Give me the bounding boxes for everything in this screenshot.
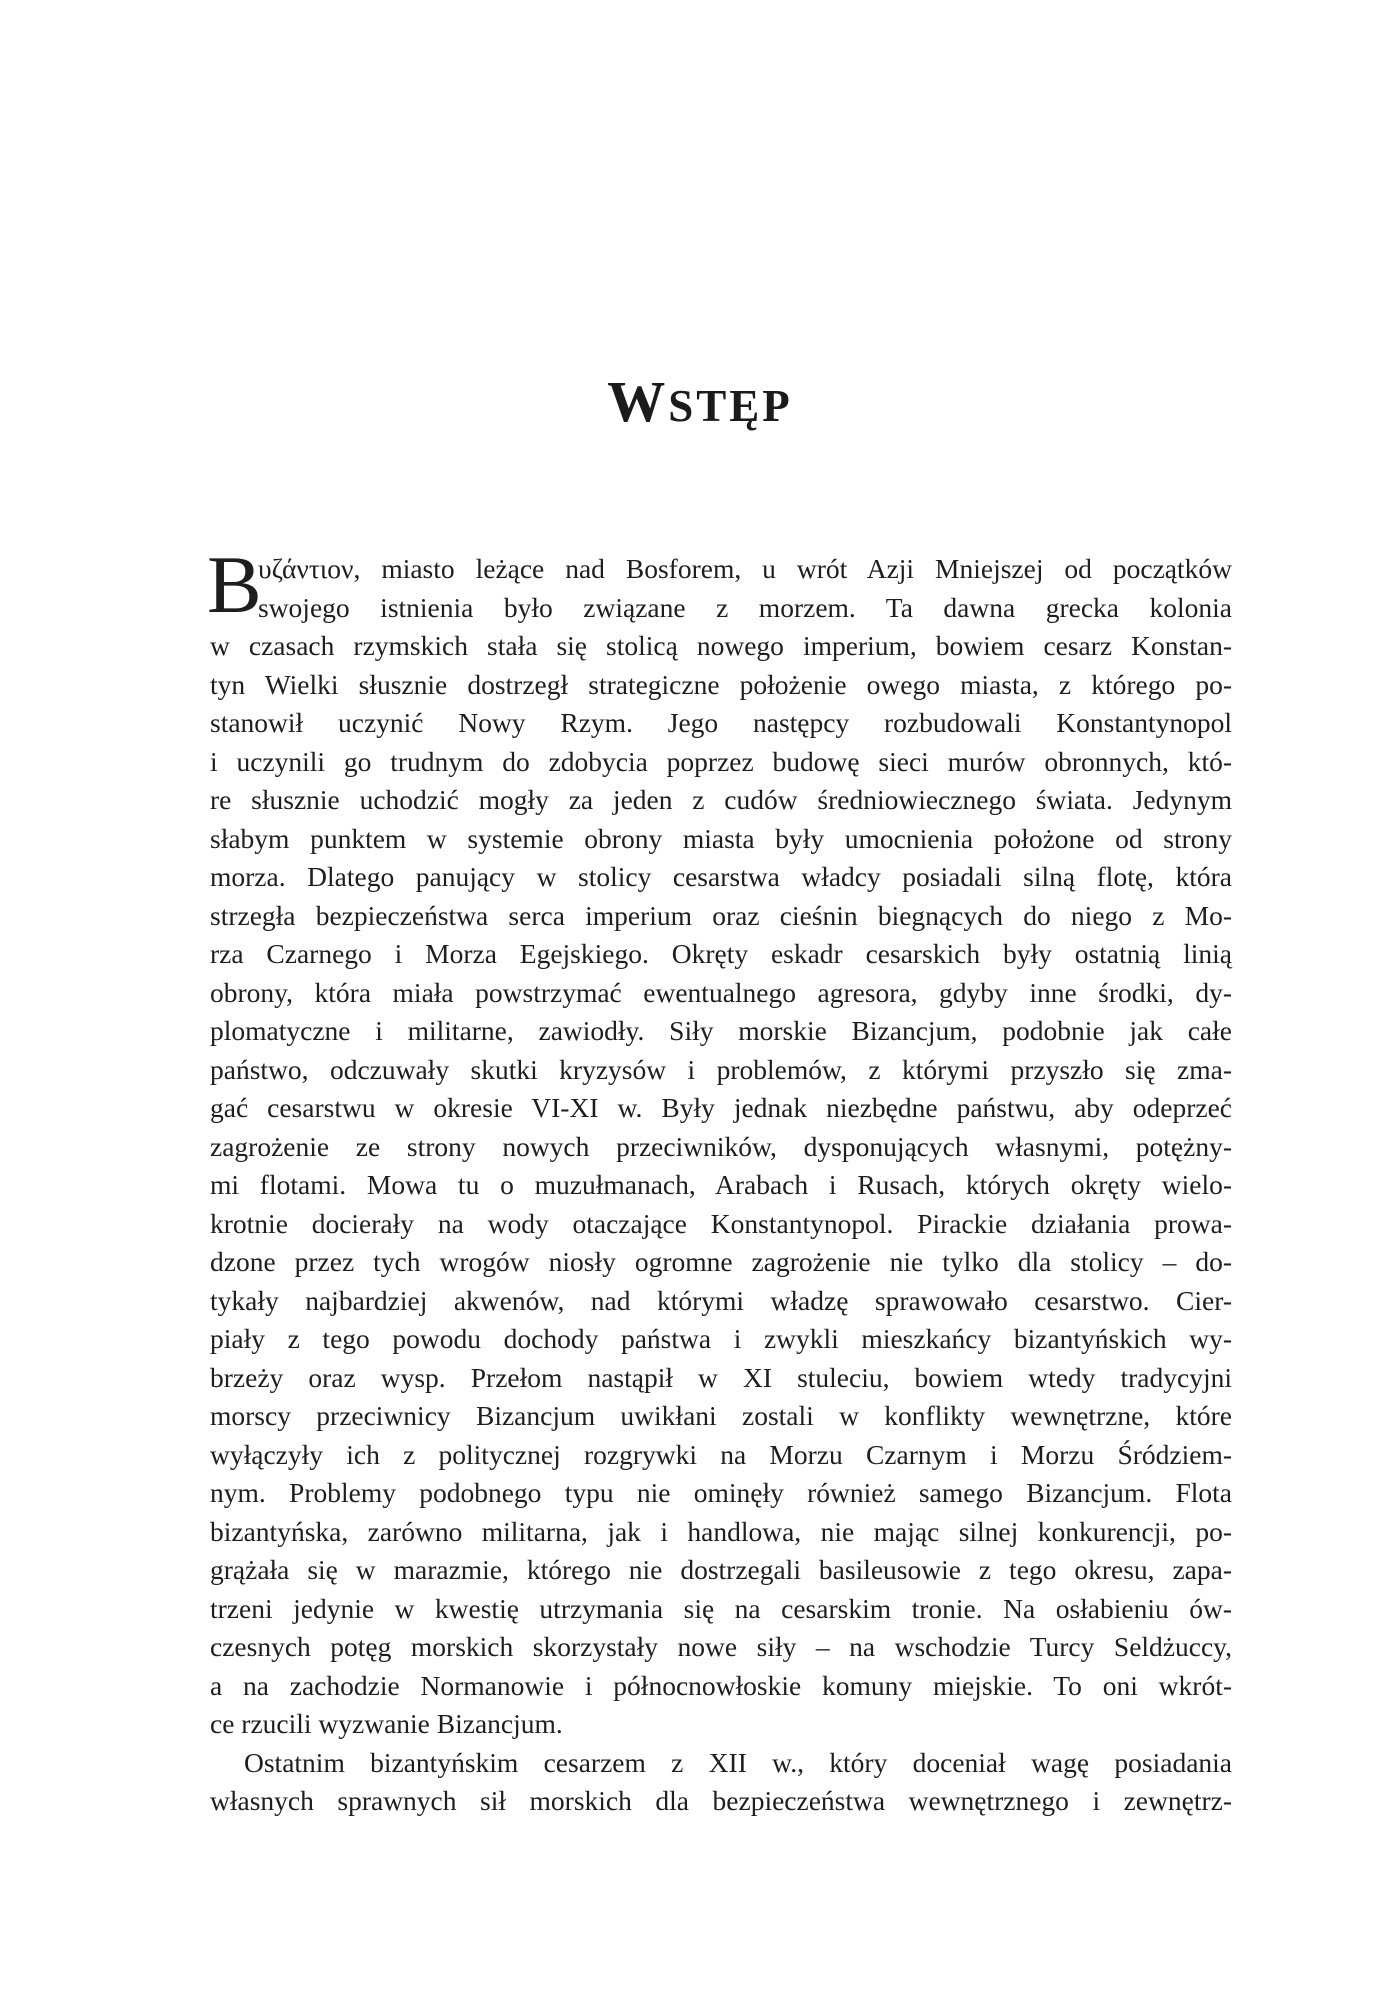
text-line: nym. Problemy podobnego typu nie ominęły również samego Bizancjum. Flota (210, 1477, 1232, 1508)
text-line: a na zachodzie Normanowie i północnowłoskie komuny miejskie. To oni wkrót- (210, 1669, 1232, 1701)
text-line: plomatyczne i militarne, zawiodły. Siły morskie Bizancjum, podobnie jak całe (210, 1015, 1232, 1046)
text-line: wyłączyły ich z politycznej rozgrywki na Morzu Czarnym i Morzu Śródziem- (210, 1438, 1232, 1470)
text-line: państwo, odczuwały skutki kryzysów i problemów, z którymi przyszło się zma- (210, 1053, 1232, 1085)
text-line: morza. Dlatego panujący w stolicy cesarstwa władcy posiadali silną flotę, która (210, 861, 1232, 892)
drop-cap: B (207, 539, 262, 630)
text-line: w czasach rzymskich stała się stolicą nowego imperium, bowiem cesarz Konstan- (210, 630, 1232, 661)
text-line: piały z tego powodu dochody państwa i zwykli mieszkańcy bizantyńskich wy- (210, 1323, 1232, 1354)
text-line: trzeni jedynie w kwestię utrzymania się na cesarskim tronie. Na osłabieniu ów- (210, 1592, 1232, 1624)
text-line: strzegła bezpieczeństwa serca imperium oraz cieśnin biegnących do niego z Mo- (210, 899, 1232, 931)
text-line: własnych sprawnych sił morskich dla bezpieczeństwa wewnętrznego i zewnętrz- (210, 1785, 1232, 1816)
text-line: bizantyńska, zarówno militarna, jak i handlowa, nie mając silnej konkurencji, po- (210, 1515, 1232, 1547)
text-line: υζάντιον, miasto leżące nad Bosforem, u wrót Azji Mniejszej od początków (258, 553, 1232, 584)
text-line: ce rzucili wyzwanie Bizancjum. (210, 1708, 563, 1739)
text-line: czesnych potęg morskich skorzystały nowe siły – na wschodzie Turcy Seldżuccy, (210, 1631, 1232, 1662)
text-line: tykały najbardziej akwenów, nad którymi władzę sprawowało cesarstwo. Cier- (210, 1284, 1232, 1316)
text-line: grążała się w marazmie, którego nie dostrzegali basileusowie z tego okresu, zapa- (210, 1554, 1232, 1585)
chapter-title-rest: STĘP (668, 381, 793, 431)
text-line: gać cesarstwu w okresie VI-XI w. Były jednak niezbędne państwu, aby odeprzeć (210, 1092, 1232, 1123)
text-line: i uczynili go trudnym do zdobycia poprzez budowę sieci murów obronnych, któ- (210, 745, 1232, 777)
text-line: tyn Wielki słusznie dostrzegł strategiczne położenie owego miasta, z którego po- (210, 668, 1232, 700)
text-line: słabym punktem w systemie obrony miasta były umocnienia położone od strony (210, 822, 1232, 854)
chapter-title-initial: W (607, 369, 669, 434)
text-line: zagrożenie ze strony nowych przeciwników, dysponujących własnymi, potężny- (210, 1130, 1232, 1162)
text-line: dzone przez tych wrogów niosły ogromne zagrożenie nie tylko dla stolicy – do- (210, 1246, 1232, 1277)
text-line: mi flotami. Mowa tu o muzułmanach, Arabach i Rusach, których okręty wielo- (210, 1169, 1232, 1200)
text-line: obrony, która miała powstrzymać ewentualnego agresora, gdyby inne środki, dy- (210, 976, 1232, 1008)
text-line: rza Czarnego i Morza Egejskiego. Okręty eskadr cesarskich były ostatnią linią (210, 938, 1232, 969)
body-text (207, 539, 1232, 1821)
text-line: brzeży oraz wysp. Przełom nastąpił w XI stuleciu, bowiem wtedy tradycyjni (210, 1361, 1232, 1393)
text-line: re słusznie uchodzić mogły za jeden z cudów średniowiecznego świata. Jedynym (210, 784, 1232, 815)
text-line: stanowił uczynić Nowy Rzym. Jego następcy rozbudowali Konstantynopol (210, 707, 1232, 738)
text-line: swojego istnienia było związane z morzem. Ta dawna grecka kolonia (258, 591, 1232, 623)
chapter-title (0, 368, 1400, 435)
text-line: morscy przeciwnicy Bizancjum uwikłani zostali w konflikty wewnętrzne, które (210, 1400, 1232, 1431)
text-line: krotnie docierały na wody otaczające Konstantynopol. Pirackie działania prowa- (210, 1207, 1232, 1239)
text-line: Ostatnim bizantyńskim cesarzem z XII w., który doceniał wagę posiadania (244, 1746, 1232, 1778)
